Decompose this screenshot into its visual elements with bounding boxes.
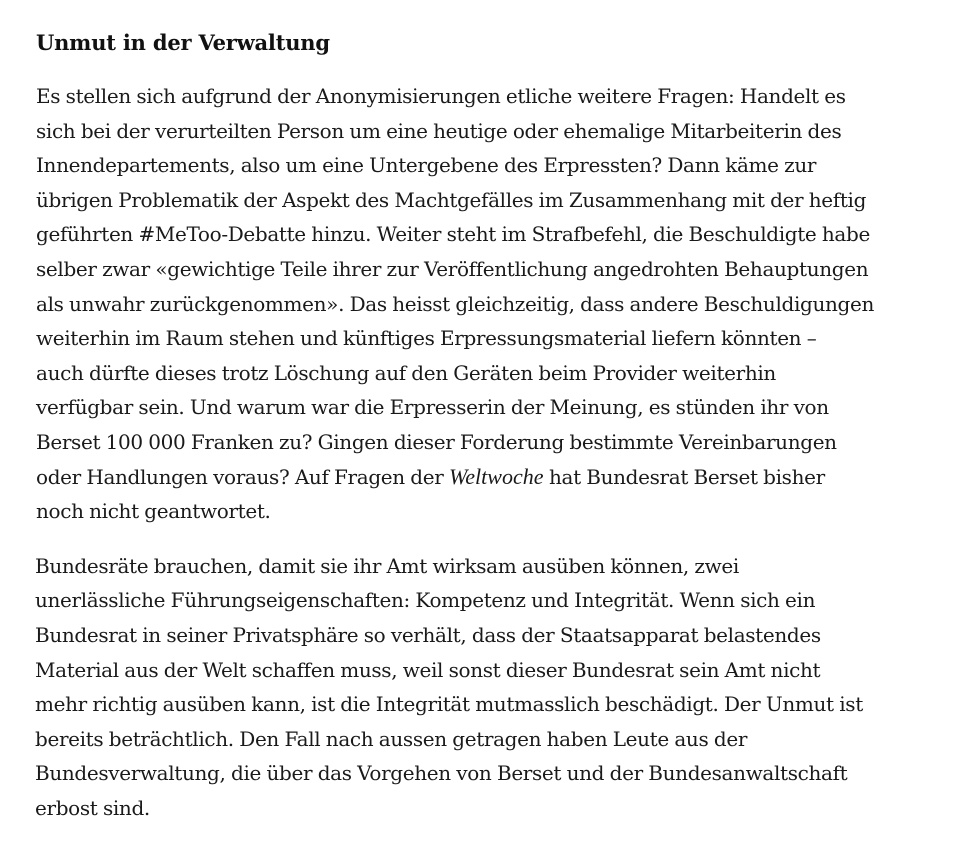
line-text-before-emphasis: oder Handlungen voraus? Auf Fragen der	[36, 464, 449, 489]
paragraph-1-line: Berset 100 000 Franken zu? Gingen dieser Forderung bestimmte Vereinbarungen	[36, 429, 837, 454]
paragraph-2-line: Material aus der Welt schaffen muss, weil sonst dieser Bundesrat sein Amt nicht	[35, 657, 821, 682]
paragraph-2-line: Bundesverwaltung, die über das Vorgehen von Berset und der Bundesanwaltschaft	[35, 761, 848, 786]
paragraph-1-line: selber zwar «gewichtige Teile ihrer zur Veröffentlichung angedrohten Behauptungen	[36, 256, 869, 281]
paragraph-1-line: auch dürfte dieses trotz Löschung auf den Geräten beim Provider weiterhin	[36, 360, 776, 385]
paragraph-1-line: übrigen Problematik der Aspekt des Machtgefälles im Zusammenhang mit der heftig	[36, 187, 867, 212]
section-heading: Unmut in der Verwaltung	[36, 30, 330, 55]
line-text-after-emphasis: hat Bundesrat Berset bisher	[543, 464, 825, 489]
paragraph-1-line: Innendepartements, also um eine Untergebene des Erpressten? Dann käme zur	[36, 153, 817, 178]
paragraph-2	[35, 549, 950, 826]
paragraph-1-line: als unwahr zurückgenommen». Das heisst gleichzeitig, dass andere Beschuldigungen	[36, 291, 874, 316]
paragraph-1-line: Es stellen sich aufgrund der Anonymisierungen etliche weitere Fragen: Handelt es	[36, 84, 846, 108]
paragraph-1-line: geführten #MeToo-Debatte hinzu. Weiter steht im Strafbefehl, die Beschuldigte habe	[36, 222, 870, 247]
paragraph-2-line: Bundesrat in seiner Privatsphäre so verhält, dass der Staatsapparat belastendes	[35, 622, 821, 647]
paragraph-2-line: bereits beträchtlich. Den Fall nach aussen getragen haben Leute aus der	[35, 726, 748, 751]
paragraph-1-line: verfügbar sein. Und warum war die Erpresserin der Meinung, es stünden ihr von	[36, 395, 829, 420]
paragraph-1-line: sich bei der verurteilten Person um eine heutige oder ehemalige Mitarbeiterin des	[36, 118, 842, 143]
paragraph-1-line-with-emphasis	[36, 460, 950, 495]
paragraph-1-line: noch nicht geantwortet.	[36, 499, 271, 524]
paragraph-1	[36, 79, 950, 529]
paragraph-2-line: unerlässliche Führungseigenschaften: Kompetenz und Integrität. Wenn sich ein	[35, 588, 816, 613]
paragraph-2-line: erbost sind.	[35, 795, 150, 820]
publication-name-emphasis: Weltwoche	[448, 463, 544, 489]
paragraph-2-line: mehr richtig ausüben kann, ist die Integrität mutmasslich beschädigt. Der Unmut ist	[35, 692, 863, 717]
paragraph-2-line: Bundesräte brauchen, damit sie ihr Amt wirksam ausüben können, zwei	[35, 553, 739, 578]
paragraph-1-line: weiterhin im Raum stehen und künftiges Erpressungsmaterial liefern könnten –	[36, 326, 817, 351]
